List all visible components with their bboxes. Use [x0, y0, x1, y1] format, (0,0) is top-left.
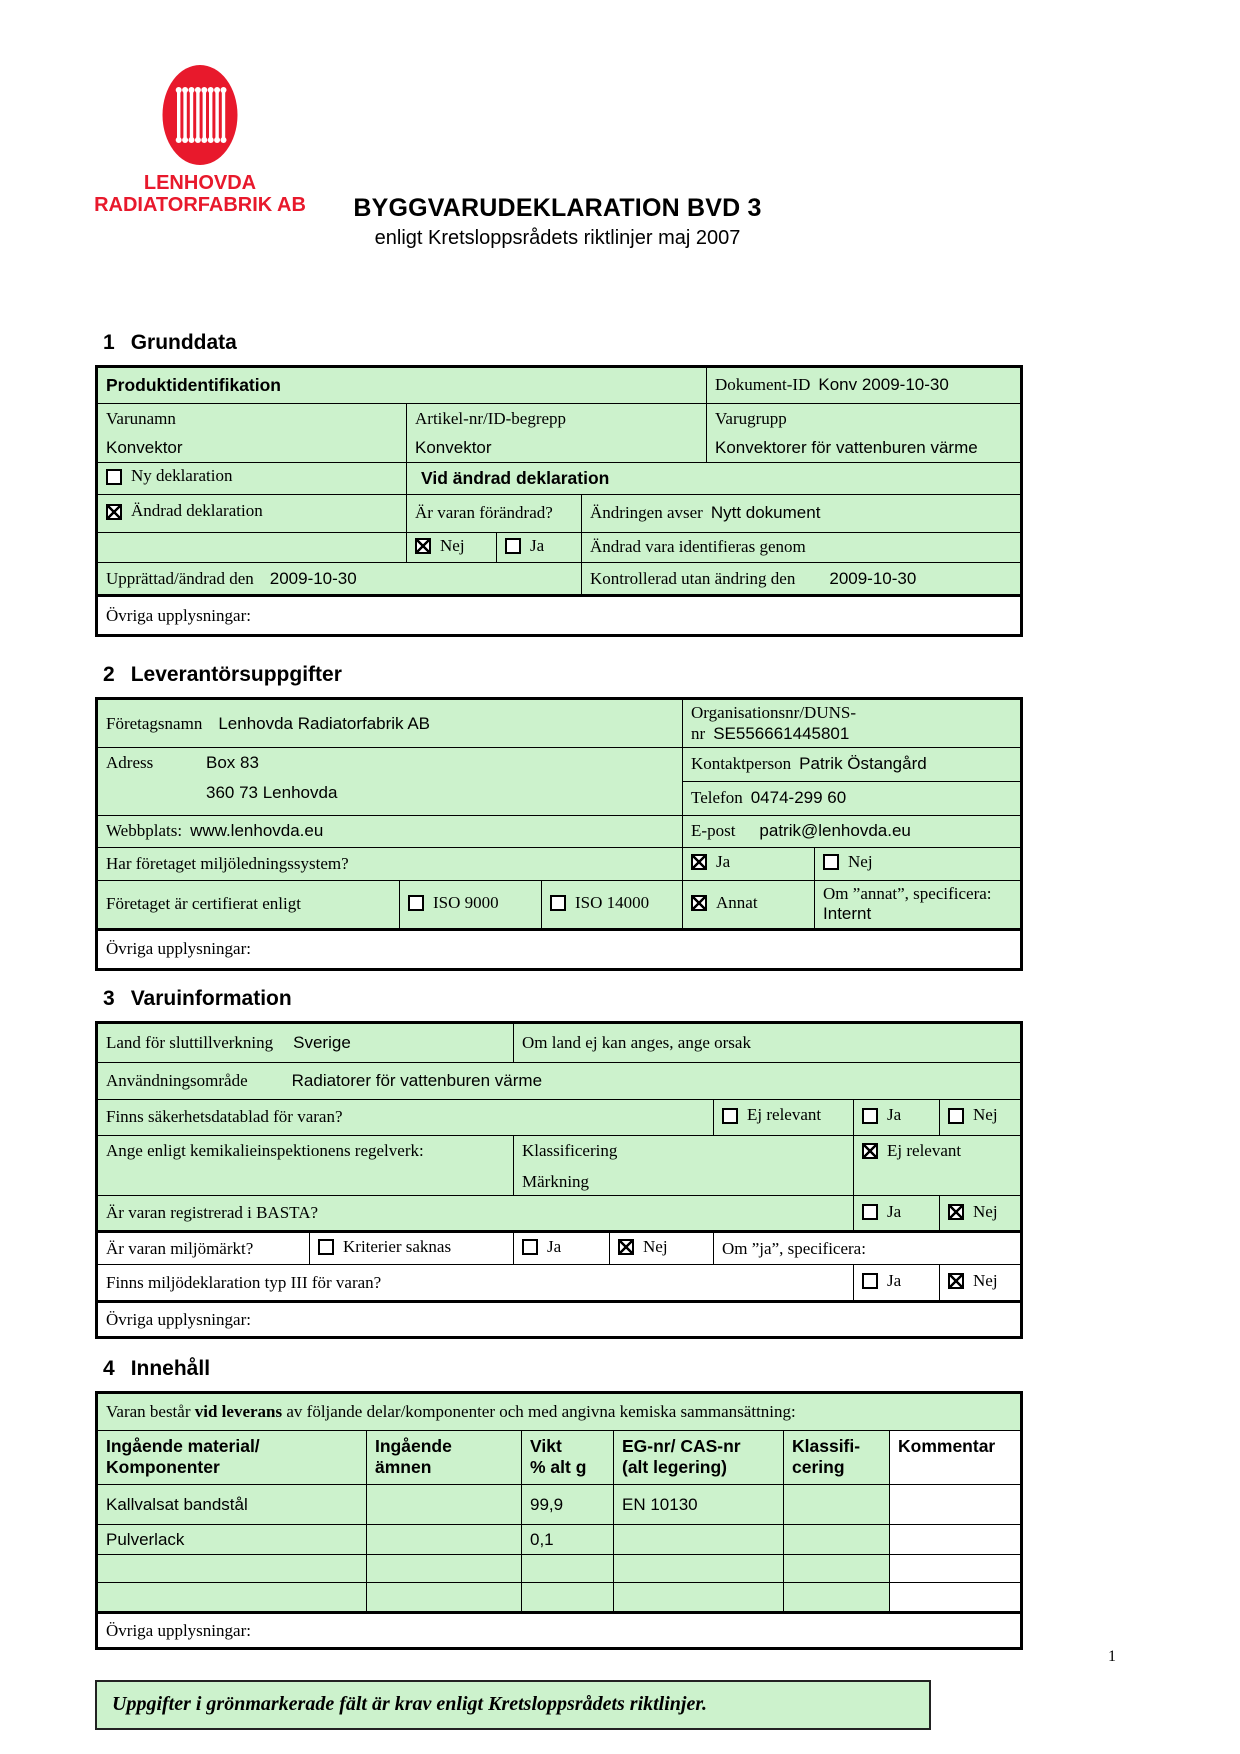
- kriterier-saknas-cell: [310, 1232, 514, 1265]
- dokument-id-cell: Dokument-ID Konv 2009-10-30: [707, 367, 1022, 404]
- miljodekl-ja-cell: [854, 1265, 940, 1302]
- table-row: [97, 1099, 1022, 1135]
- checkbox-label: Ny deklaration: [131, 466, 233, 486]
- forandrad-question-cell: Är varan förändrad?: [407, 494, 582, 532]
- om-annat-cell: Om ”annat”, specificera: Internt: [815, 880, 1022, 929]
- orsak-cell: Om land ej kan anges, ange orsak: [514, 1022, 1022, 1062]
- column-header-kommentar: Kommentar: [890, 1431, 1022, 1485]
- table-row: [97, 367, 1022, 404]
- radiator-logo-icon: [162, 64, 238, 166]
- checkbox-label: Nej: [440, 535, 465, 555]
- vikt-cell: [522, 1525, 614, 1555]
- anvandningsomrade-cell: Användningsområde Radiatorer för vattenburen värme: [97, 1062, 1022, 1099]
- dokument-id-value[interactable]: Konv 2009-10-30: [818, 375, 949, 395]
- ovriga-upplysningar-cell: Övriga upplysningar:: [97, 596, 1022, 636]
- checkbox-label: Kriterier saknas: [343, 1237, 452, 1257]
- artikelnr-value[interactable]: Konvektor: [415, 438, 492, 458]
- material-value[interactable]: Pulverlack: [106, 1529, 185, 1549]
- checkbox-label: Ja: [547, 1237, 562, 1257]
- orgnr-value[interactable]: SE556661445801: [713, 723, 850, 743]
- kemi-ej-relevant-cell: [854, 1135, 1022, 1196]
- basta-ja-cell: [854, 1196, 940, 1232]
- checkbox-label: Nej: [848, 852, 873, 872]
- table-row: [97, 847, 1022, 880]
- iso9000-checkbox[interactable]: [408, 895, 424, 911]
- telefon-value[interactable]: 0474-299 60: [750, 788, 847, 808]
- kontrollerad-cell: Kontrollerad utan ändring den 2009-10-30: [582, 563, 1022, 596]
- andrad-deklaration-checkbox[interactable]: [106, 504, 122, 520]
- vikt-cell: [522, 1485, 614, 1525]
- table-row: [97, 1265, 1022, 1302]
- andrad-deklaration-cell: [97, 494, 407, 532]
- kontaktperson-value[interactable]: Patrik Östangård: [799, 754, 927, 774]
- section-4-title: Innehåll: [130, 1357, 211, 1381]
- section-3-number: 3: [103, 986, 115, 1010]
- andringen-avser-value[interactable]: Nytt dokument: [710, 503, 821, 523]
- column-header-klassificering: Klassifi- cering: [784, 1431, 890, 1485]
- basta-ja-checkbox[interactable]: [862, 1204, 878, 1220]
- table-row: [97, 563, 1022, 596]
- table-row: [97, 699, 1022, 748]
- checkbox-label: Nej: [973, 1201, 998, 1221]
- certifierat-label-cell: Företaget är certifierat enligt: [97, 880, 400, 929]
- miljomarkt-ja-checkbox[interactable]: [522, 1239, 538, 1255]
- section-4-heading: [103, 1357, 1020, 1381]
- kommentar-cell: [890, 1525, 1022, 1555]
- table-row: [97, 532, 1022, 563]
- ny-deklaration-checkbox[interactable]: [106, 469, 122, 485]
- material-cell: [97, 1485, 367, 1525]
- column-header-material: Ingående material/ Komponenter: [97, 1431, 367, 1485]
- checkbox-label: Ja: [716, 852, 731, 872]
- miljomarkt-ja-cell: [514, 1232, 610, 1265]
- forandrad-nej-cell: [407, 532, 497, 563]
- klass-cell: [784, 1583, 890, 1613]
- kontrollerad-value[interactable]: 2009-10-30: [829, 568, 917, 588]
- epost-value[interactable]: patrik@lenhovda.eu: [759, 821, 911, 841]
- miljoledning-nej-checkbox[interactable]: [823, 854, 839, 870]
- land-cell: Land för sluttillverkning Sverige: [97, 1022, 514, 1062]
- miljoledning-ja-checkbox[interactable]: [691, 854, 707, 870]
- table-row: [97, 1393, 1022, 1431]
- iso9000-cell: [400, 880, 542, 929]
- sakerhetsdatablad-question-cell: Finns säkerhetsdatablad för varan?: [97, 1099, 714, 1135]
- table-row: [97, 1062, 1022, 1099]
- table-row: [97, 1525, 1022, 1555]
- webbplats-value[interactable]: www.lenhovda.eu: [190, 821, 324, 841]
- table-row: [97, 462, 1022, 494]
- column-header-vikt: Vikt % alt g: [522, 1431, 614, 1485]
- kommentar-cell: [890, 1583, 1022, 1613]
- annat-checkbox[interactable]: [691, 895, 707, 911]
- miljomarkt-question-cell: Är varan miljömärkt?: [97, 1232, 310, 1265]
- checkbox-label: Nej: [973, 1105, 998, 1125]
- checkbox-label: ISO 9000: [433, 892, 499, 912]
- varunamn-value[interactable]: Konvektor: [106, 438, 183, 458]
- egnr-cell: [614, 1485, 784, 1525]
- company-name-line2: RADIATORFABRIK AB: [94, 194, 306, 217]
- column-header-amnen: Ingående ämnen: [367, 1431, 522, 1485]
- checkbox-label: Ändrad deklaration: [131, 501, 263, 521]
- basta-question-cell: Är varan registrerad i BASTA?: [97, 1196, 854, 1232]
- ovriga-upplysningar-cell: Övriga upplysningar:: [97, 929, 1022, 969]
- miljodekl-nej-checkbox[interactable]: [948, 1273, 964, 1289]
- basta-nej-cell: [940, 1196, 1022, 1232]
- foretagsnamn-cell: Företagsnamn Lenhovda Radiatorfabrik AB: [97, 699, 683, 748]
- table-row: [97, 880, 1022, 929]
- foretagsnamn-value[interactable]: Lenhovda Radiatorfabrik AB: [218, 713, 431, 733]
- document-title: BYGGVARUDEKLARATION BVD 3: [353, 194, 762, 222]
- klass-cell: [784, 1485, 890, 1525]
- vikt-value[interactable]: 99,9: [530, 1494, 564, 1514]
- forandrad-ja-cell: [497, 532, 582, 563]
- section-2-title: Leverantörsuppgifter: [130, 663, 342, 687]
- telefon-cell: Telefon 0474-299 60: [683, 782, 1022, 816]
- column-header-egnr: EG-nr/ CAS-nr (alt legering): [614, 1431, 784, 1485]
- klassificering-markning-cell: Klassificering Märkning: [514, 1135, 854, 1196]
- sdb-nej-checkbox[interactable]: [948, 1108, 964, 1124]
- section-4-number: 4: [103, 1357, 115, 1381]
- green-fields-note: Uppgifter i grönmarkerade fält är krav enligt Kretsloppsrådets riktlinjer.: [95, 1680, 931, 1730]
- upprattad-cell: Upprättad/ändrad den 2009-10-30: [97, 563, 582, 596]
- miljoledning-question-cell: Har företaget miljöledningssystem?: [97, 847, 683, 880]
- ovriga-upplysningar-cell: Övriga upplysningar:: [97, 1613, 1022, 1649]
- varuinformation-table: [95, 1021, 1023, 1340]
- miljodekl-nej-cell: [940, 1265, 1022, 1302]
- epost-cell: E-post patrik@lenhovda.eu: [683, 815, 1022, 847]
- amnen-cell: [367, 1555, 522, 1583]
- vikt-cell: [522, 1583, 614, 1613]
- table-row: [97, 748, 1022, 782]
- document-header: [95, 0, 1020, 285]
- iso14000-cell: [542, 880, 683, 929]
- section-3-heading: [103, 987, 1020, 1011]
- webbplats-cell: Webbplats: www.lenhovda.eu: [97, 815, 683, 847]
- produktidentifikation-header-cell: Produktidentifikation: [97, 367, 707, 404]
- miljodekl-ja-checkbox[interactable]: [862, 1273, 878, 1289]
- material-cell: [97, 1525, 367, 1555]
- miljodeklaration-question-cell: Finns miljödeklaration typ III för varan?: [97, 1265, 854, 1302]
- table-row: [97, 1302, 1022, 1338]
- sdb-nej-cell: [940, 1099, 1022, 1135]
- kommentar-cell: [890, 1485, 1022, 1525]
- leverantorsuppgifter-table: [95, 697, 1023, 970]
- table-row: [97, 1135, 1022, 1196]
- om-ja-specificera-cell: Om ”ja”, specificera:: [714, 1232, 1022, 1265]
- egnr-cell: [614, 1583, 784, 1613]
- andringen-avser-cell: Ändringen avser Nytt dokument: [582, 494, 1022, 532]
- egnr-value[interactable]: EN 10130: [622, 1494, 698, 1514]
- vikt-value[interactable]: 0,1: [530, 1529, 554, 1549]
- table-header-row: [97, 1431, 1022, 1485]
- ovriga-upplysningar-cell: Övriga upplysningar:: [97, 1302, 1022, 1338]
- section-1-heading: [103, 331, 1020, 355]
- egnr-cell: [614, 1525, 784, 1555]
- artikelnr-cell: Artikel-nr/ID-begrepp Konvektor: [407, 404, 707, 463]
- miljomarkt-nej-cell: [610, 1232, 714, 1265]
- document-subtitle: enligt Kretsloppsrådets riktlinjer maj 2007: [374, 227, 741, 249]
- table-row: [97, 494, 1022, 532]
- table-row: [97, 929, 1022, 969]
- vid-andrad-heading-cell: Vid ändrad deklaration: [407, 462, 1022, 494]
- sdb-ej-relevant-checkbox[interactable]: [722, 1108, 738, 1124]
- table-row: [97, 1613, 1022, 1649]
- basta-nej-checkbox[interactable]: [948, 1204, 964, 1220]
- varunamn-cell: Varunamn Konvektor: [97, 404, 407, 463]
- sdb-ja-checkbox[interactable]: [862, 1108, 878, 1124]
- miljomarkt-nej-checkbox[interactable]: [618, 1239, 634, 1255]
- iso14000-checkbox[interactable]: [550, 895, 566, 911]
- kriterier-saknas-checkbox[interactable]: [318, 1239, 334, 1255]
- table-row: [97, 1196, 1022, 1232]
- om-annat-value[interactable]: Internt: [823, 904, 872, 924]
- ny-deklaration-cell: [97, 462, 407, 494]
- sdb-ja-cell: [854, 1099, 940, 1135]
- klass-cell: [784, 1555, 890, 1583]
- section-2-heading: [103, 663, 1020, 687]
- amnen-cell: [367, 1525, 522, 1555]
- table-row: [97, 1022, 1022, 1062]
- adress-cell: Adress Box 83 360 73 Lenhovda: [97, 748, 683, 816]
- varugrupp-value[interactable]: Konvektorer för vattenburen värme: [715, 438, 978, 458]
- checkbox-label: Nej: [643, 1237, 668, 1257]
- checkbox-label: Ja: [887, 1271, 902, 1291]
- amnen-cell: [367, 1583, 522, 1613]
- kommentar-cell: [890, 1555, 1022, 1583]
- table-row: [97, 815, 1022, 847]
- vikt-cell: [522, 1555, 614, 1583]
- land-value[interactable]: Sverige: [293, 1032, 351, 1052]
- checkbox-label: Ja: [530, 535, 545, 555]
- innehall-intro-cell: Varan består vid leverans av följande delar/komponenter och med angivna kemiska sammansättning:: [97, 1393, 1022, 1431]
- page-number: 1: [1108, 1648, 1116, 1665]
- miljoledning-ja-cell: [683, 847, 815, 880]
- amnen-cell: [367, 1485, 522, 1525]
- grunddata-table: [95, 365, 1023, 637]
- forandrad-nej-checkbox[interactable]: [415, 538, 431, 554]
- section-1-number: 1: [103, 331, 115, 354]
- varugrupp-cell: Varugrupp Konvektorer för vattenburen värme: [707, 404, 1022, 463]
- section-2-number: 2: [103, 663, 115, 687]
- adress-value[interactable]: Box 83 360 73 Lenhovda: [206, 753, 338, 802]
- checkbox-label: Ja: [887, 1201, 902, 1221]
- kontaktperson-cell: Kontaktperson Patrik Östangård: [683, 748, 1022, 782]
- annat-cell: [683, 880, 815, 929]
- kemikalie-label-cell: Ange enligt kemikalieinspektionens regelverk:: [97, 1135, 514, 1196]
- table-row: [97, 1583, 1022, 1613]
- sdb-ej-relevant-cell: [714, 1099, 854, 1135]
- section-3-title: Varuinformation: [130, 986, 292, 1010]
- checkbox-label: Ja: [887, 1105, 902, 1125]
- identifieras-cell: Ändrad vara identifieras genom: [582, 532, 1022, 563]
- kemi-ej-relevant-checkbox[interactable]: [862, 1143, 878, 1159]
- company-name-line1: LENHOVDA: [143, 172, 257, 194]
- checkbox-label: ISO 14000: [575, 892, 650, 912]
- checkbox-label: Ej relevant: [887, 1140, 962, 1160]
- egnr-cell: [614, 1555, 784, 1583]
- checkbox-label: Ej relevant: [747, 1105, 822, 1125]
- anvandningsomrade-value[interactable]: Radiatorer för vattenburen värme: [291, 1070, 543, 1090]
- section-1-title: Grunddata: [130, 331, 237, 354]
- table-row: [97, 596, 1022, 636]
- material-cell: [97, 1583, 367, 1613]
- checkbox-label: Nej: [973, 1271, 998, 1291]
- table-row: [97, 404, 1022, 463]
- checkbox-label: Annat: [716, 892, 758, 912]
- klass-cell: [784, 1525, 890, 1555]
- innehall-table: [95, 1391, 1023, 1650]
- material-value[interactable]: Kallvalsat bandstål: [106, 1494, 248, 1514]
- table-row: [97, 1232, 1022, 1265]
- material-cell: [97, 1555, 367, 1583]
- empty-cell: [97, 532, 407, 563]
- table-row: [97, 1555, 1022, 1583]
- upprattad-value[interactable]: 2009-10-30: [269, 568, 357, 588]
- table-row: [97, 1485, 1022, 1525]
- orgnr-cell: Organisationsnr/DUNS-nr SE556661445801: [683, 699, 1022, 748]
- miljoledning-nej-cell: [815, 847, 1022, 880]
- forandrad-ja-checkbox[interactable]: [505, 538, 521, 554]
